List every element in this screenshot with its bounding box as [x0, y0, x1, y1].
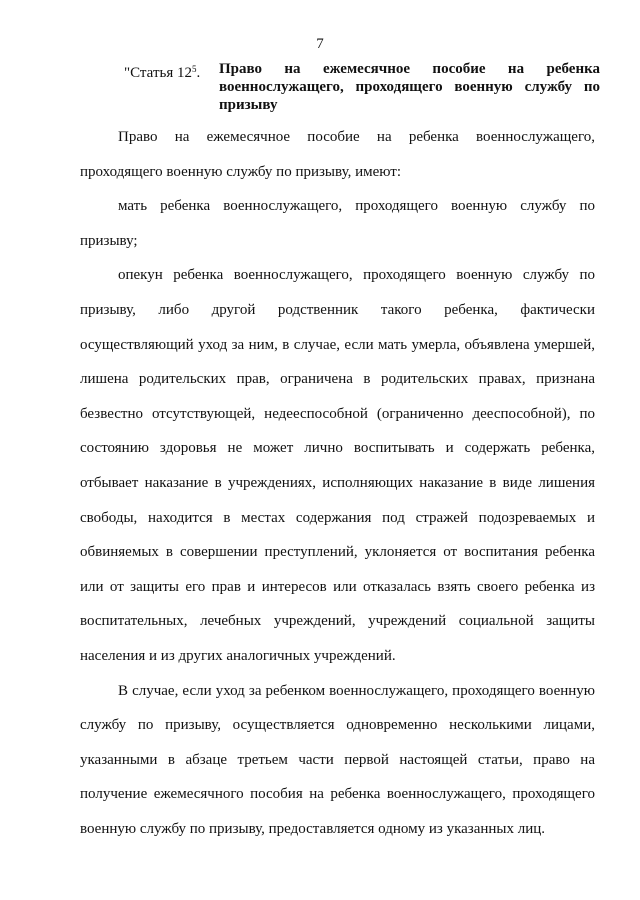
page-number: 7	[316, 36, 324, 52]
article-label	[124, 60, 200, 82]
paragraph-2: мать ребенка военнослужащего, проходящего военную службу по призыву;	[80, 198, 595, 249]
paragraph-1: Право на ежемесячное пособие на ребенка военнослужащего, проходящего военную службу по призыву, имеют:	[80, 129, 595, 180]
article-label-prefix: "Статья 12	[124, 65, 192, 81]
paragraph-4: В случае, если уход за ребенком военнослужащего, проходящего военную службу по призыву, осуществляется одновременно несколькими лицами, указанными в абзаце третьем части первой настоящей статьи, право на получение ежемесячного пособия на ребенка военнослужащего, проходящего военную службу по призыву, предоставляется одному из указанных лиц.	[80, 682, 595, 837]
article-title: Право на ежемесячное пособие на ребенка военнослужащего, проходящего военную службу по призыву	[219, 61, 600, 113]
article-label-suffix: .	[196, 65, 201, 81]
article-body	[80, 120, 595, 846]
paragraph-3: опекун ребенка военнослужащего, проходящего военную службу по призыву, либо другой родственник такого ребенка, фактически осуществляющий уход за ним, в случае, если мать умерла, объявлена умершей, лишена родительских прав, ограничена в родительских правах, признана безвестно отсутствующей, недееспособной (ограниченно дееспособной), по состоянию здоровья не может лично воспитывать и содержать ребенка, отбывает наказание в учреждениях, исполняющих наказание в виде лишения свободы, находится в местах содержания под стражей подозреваемых и обвиняемых в совершении преступлений, уклоняется от воспитания ребенка или от защиты его прав и интересов или отказалась взять своего ребенка из воспитательных, лечебных учреждений, учреждений социальной защиты населения и из других аналогичных учреждений.	[80, 267, 595, 664]
article-number-superscript: 5	[191, 64, 197, 74]
